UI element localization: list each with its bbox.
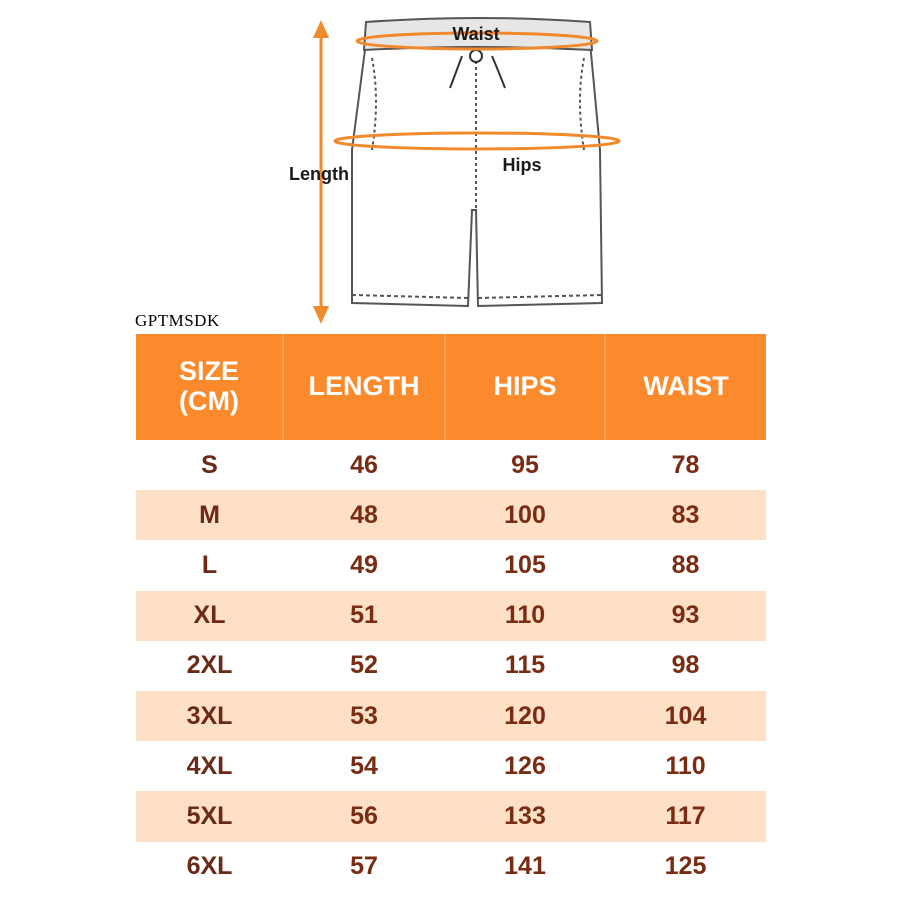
size-cell: 4XL (136, 741, 283, 791)
waist-cell: 78 (605, 440, 766, 490)
size-cell: L (136, 540, 283, 590)
length-cell: 51 (283, 591, 445, 641)
size-cell: M (136, 490, 283, 540)
hips-cell: 95 (445, 440, 605, 490)
size-cell: 3XL (136, 691, 283, 741)
waist-cell: 104 (605, 691, 766, 741)
table-row (136, 741, 766, 791)
header-waist: WAIST (605, 334, 766, 440)
length-cell: 49 (283, 540, 445, 590)
waist-cell: 93 (605, 591, 766, 641)
length-cell: 54 (283, 741, 445, 791)
size-cell: S (136, 440, 283, 490)
hips-label: Hips (502, 155, 542, 175)
length-label: Length (289, 164, 349, 184)
table-row (136, 440, 766, 490)
hips-cell: 126 (445, 741, 605, 791)
length-cell: 56 (283, 791, 445, 841)
size-chart-table (136, 334, 766, 892)
shorts-measurement-diagram (0, 0, 900, 330)
length-cell: 52 (283, 641, 445, 691)
waist-cell: 117 (605, 791, 766, 841)
table-header-row (136, 334, 766, 440)
waist-cell: 110 (605, 741, 766, 791)
hips-cell: 115 (445, 641, 605, 691)
header-hips: HIPS (445, 334, 605, 440)
waist-cell: 125 (605, 842, 766, 892)
size-cell: XL (136, 591, 283, 641)
length-cell: 46 (283, 440, 445, 490)
waist-cell: 88 (605, 540, 766, 590)
table-row (136, 691, 766, 741)
hips-cell: 133 (445, 791, 605, 841)
table-body (136, 440, 766, 892)
hips-cell: 120 (445, 691, 605, 741)
header-size: SIZE (CM) (136, 334, 283, 440)
size-cell: 5XL (136, 791, 283, 841)
length-cell: 53 (283, 691, 445, 741)
size-cell: 6XL (136, 842, 283, 892)
waist-cell: 83 (605, 490, 766, 540)
length-cell: 48 (283, 490, 445, 540)
table-row (136, 540, 766, 590)
brand-name: GPTMSDK (135, 311, 220, 330)
shorts-illustration (352, 18, 602, 306)
hips-cell: 110 (445, 591, 605, 641)
size-cell: 2XL (136, 641, 283, 691)
table-row (136, 641, 766, 691)
waist-cell: 98 (605, 641, 766, 691)
hips-cell: 141 (445, 842, 605, 892)
waist-label: Waist (452, 24, 500, 44)
header-length: LENGTH (283, 334, 445, 440)
table-row (136, 791, 766, 841)
table-row (136, 591, 766, 641)
length-cell: 57 (283, 842, 445, 892)
hips-cell: 100 (445, 490, 605, 540)
table-row (136, 490, 766, 540)
hips-cell: 105 (445, 540, 605, 590)
table-row (136, 842, 766, 892)
